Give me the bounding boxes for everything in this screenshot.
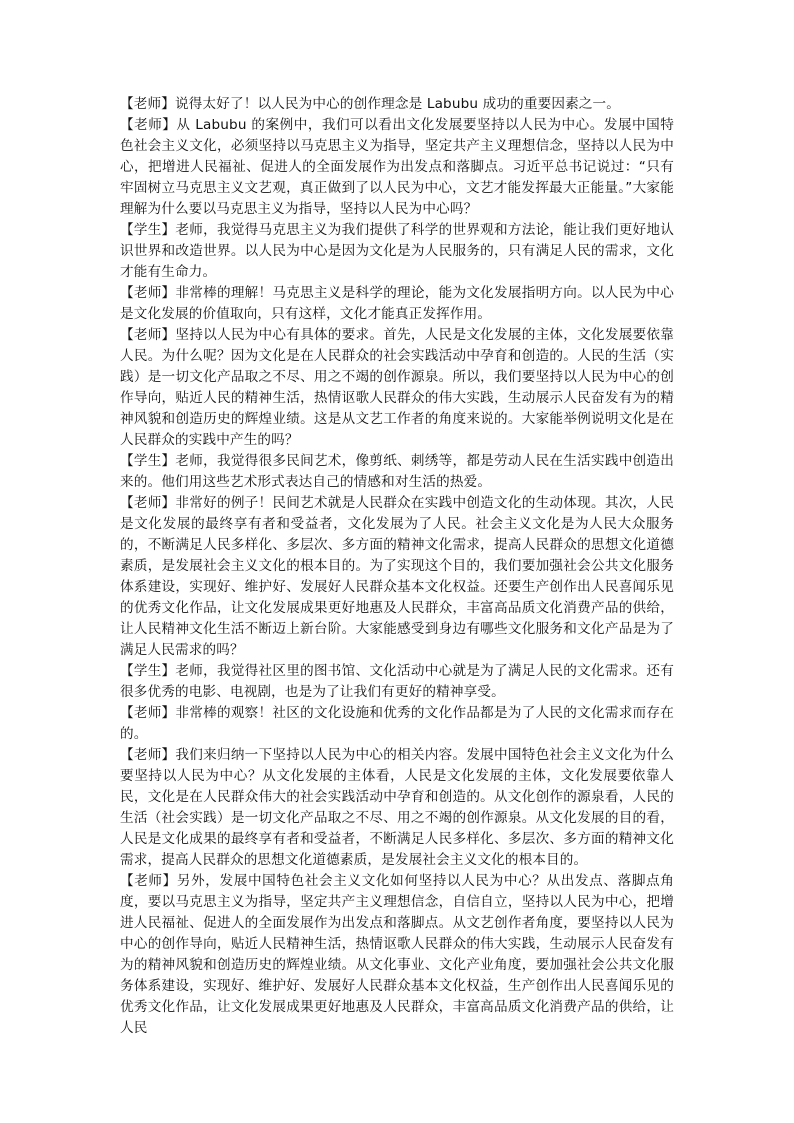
dialogue-paragraph (120, 94, 674, 115)
speaker-label: 【学生】 (120, 663, 176, 679)
dialogue-paragraph (120, 283, 674, 325)
dialogue-paragraph (120, 493, 674, 661)
paragraph-text: 另外，发展中国特色社会主义文化如何坚持以人民为中心？从出发点、落脚点角度，要以马克思主义为指导，坚定共产主义理想信念，自信自立，坚持以人民为中心，把增进人民福祉、促进人的全面发展作为出发点和落脚点。从文艺创作者角度，要坚持以人民为中心的创作导向，贴近人民精神生活，热情讴歌人民群众的伟大实践，生动展示人民奋发有为的精神风貌和创造历史的辉煌业绩。从文化事业、文化产业角度，要加强社会公共文化服务体系建设，实现好、维护好、发展好人民群众基本文化权益，生产创作出人民喜闻乐见的优秀文化作品，让文化发展成果更好地惠及人民群众，丰富高品质文化消费产品的供给，让人民 (120, 873, 674, 1036)
speaker-label: 【学生】 (120, 453, 176, 469)
speaker-label: 【学生】 (120, 222, 176, 238)
speaker-label: 【老师】 (120, 873, 177, 889)
dialogue-paragraph (120, 745, 674, 871)
speaker-label: 【老师】 (120, 117, 177, 133)
speaker-label: 【老师】 (120, 495, 176, 511)
paragraph-text: 老师，我觉得很多民间艺术，像剪纸、刺绣等，都是劳动人民在生活实践中创造出来的。他们用这些艺术形式表达自己的情感和对生活的热爱。 (120, 453, 674, 490)
speaker-label: 【老师】 (120, 705, 176, 721)
paragraph-text: 我们来归纳一下坚持以人民为中心的相关内容。发展中国特色社会主义文化为什么要坚持以人民为中心？从文化发展的主体看，人民是文化发展的主体，文化发展要依靠人民，文化是在人民群众伟大的社会实践活动中孕育和创造的。从文化创作的源泉看，人民的生活（社会实践）是一切文化产品取之不尽、用之不竭的创作源泉。从文化发展的目的看，人民是文化成果的最终享有者和受益者，不断满足人民多样化、多层次、多方面的精神文化需求，提高人民群众的思想文化道德素质，是发展社会主义文化的根本目的。 (120, 747, 674, 868)
dialogue-paragraph (120, 325, 674, 451)
dialogue-paragraph (120, 115, 674, 220)
speaker-label: 【老师】 (120, 747, 176, 763)
paragraph-text: 老师，我觉得马克思主义为我们提供了科学的世界观和方法论，能让我们更好地认识世界和改造世界。以人民为中心是因为文化是为人民服务的，只有满足人民的需求，文化才能有生命力。 (120, 222, 674, 280)
paragraph-text: 非常棒的观察！社区的文化设施和优秀的文化作品都是为了人民的文化需求而存在的。 (120, 705, 674, 742)
dialogue-paragraph (120, 703, 674, 745)
speaker-label: 【老师】 (120, 285, 176, 301)
paragraph-text: 非常好的例子！民间艺术就是人民群众在实践中创造文化的生动体现。其次，人民是文化发展的最终享有者和受益者，文化发展为了人民。社会主义文化是为人民大众服务的，不断满足人民多样化、多层次、多方面的精神文化需求，提高人民群众的思想文化道德素质，是发展社会主义文化的根本目的。为了实现这个目的，我们要加强社会公共文化服务体系建设，实现好、维护好、发展好人民群众基本文化权益。还要生产创作出人民喜闻乐见的优秀文化作品，让文化发展成果更好地惠及人民群众，丰富高品质文化消费产品的供给，让人民精神文化生活不断迈上新台阶。大家能感受到身边有哪些文化服务和文化产品是为了满足人民需求的吗？ (120, 495, 674, 658)
paragraph-text: 坚持以人民为中心有具体的要求。首先，人民是文化发展的主体，文化发展要依靠人民。为什么呢？因为文化是在人民群众的社会实践活动中孕育和创造的。人民的生活（实践）是一切文化产品取之不尽、用之不竭的创作源泉。所以，我们要坚持以人民为中心的创作导向，贴近人民的精神生活，热情讴歌人民群众的伟大实践，生动展示人民奋发有为的精神风貌和创造历史的辉煌业绩。这是从文艺工作者的角度来说的。大家能举例说明文化是在人民群众的实践中产生的吗？ (120, 327, 674, 448)
dialogue-paragraph (120, 451, 674, 493)
speaker-label: 【老师】 (120, 327, 176, 343)
dialogue-paragraph (120, 220, 674, 283)
dialogue-paragraph (120, 871, 674, 1039)
paragraph-text: 从 Labubu 的案例中，我们可以看出文化发展要坚持以人民为中心。发展中国特色社会主义文化，必须坚持以马克思主义为指导，坚定共产主义理想信念，坚持以人民为中心，把增进人民福祉、促进人的全面发展作为出发点和落脚点。习近平总书记说过：“只有牢固树立马克思主义文艺观，真正做到了以人民为中心，文艺才能发挥最大正能量。”大家能理解为什么要以马克思主义为指导，坚持以人民为中心吗？ (120, 117, 674, 217)
dialogue-paragraph (120, 661, 674, 703)
document-body (120, 94, 674, 1039)
paragraph-text: 说得太好了！以人民为中心的创作理念是 Labubu 成功的重要因素之一。 (174, 96, 621, 112)
paragraph-text: 老师，我觉得社区里的图书馆、文化活动中心就是为了满足人民的文化需求。还有很多优秀的电影、电视剧，也是为了让我们有更好的精神享受。 (120, 663, 674, 700)
paragraph-text: 非常棒的理解！马克思主义是科学的理论，能为文化发展指明方向。以人民为中心是文化发展的价值取向，只有这样，文化才能真正发挥作用。 (120, 285, 674, 322)
speaker-label: 【老师】 (120, 96, 175, 112)
